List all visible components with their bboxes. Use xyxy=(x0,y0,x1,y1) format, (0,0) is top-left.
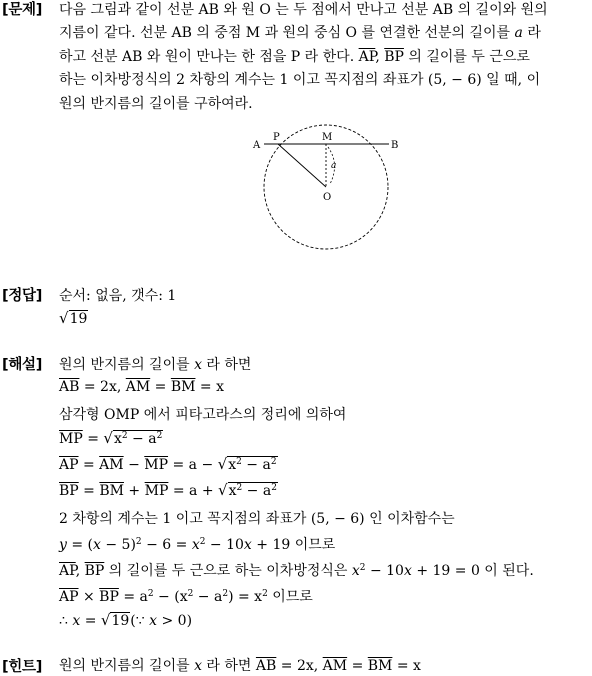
problem-label: [문제] xyxy=(2,2,43,18)
hint-label: [힌트] xyxy=(2,659,43,675)
label-alpha: a xyxy=(331,161,337,171)
answer-line-1: 순서: 없음, 갯수: 1 xyxy=(59,288,177,304)
problem-line-2: 지름이 같다. 선분 AB 의 중점 M 과 원의 중심 O 를 연결한 선분의 길이를 a 라 xyxy=(59,25,541,41)
label-o: O xyxy=(323,192,332,203)
solution-line-9: $\overline{AP}$, $\overline{BP}$ 의 길이를 두 근으로 하는 이차방정식은 $x^2 - 10x + 19 = 0$ 이 된다. xyxy=(59,563,534,579)
problem-line-4: 하는 이차방정식의 2 차항의 계수는 1 이고 꼭지점의 좌표가 (5, − 6) 일 때, 이 xyxy=(59,72,541,88)
label-b: B xyxy=(391,140,399,151)
circle-figure xyxy=(248,124,408,252)
segment-po xyxy=(278,144,326,187)
problem-line-1: 다음 그림과 같이 선분 AB 와 원 O 는 두 점에서 만나고 선분 AB 의 길이와 원의 xyxy=(59,2,548,18)
solution-line-2: $\overline{AB} = 2x$, $\overline{AM} = \overline{BM} = x$ xyxy=(59,379,224,395)
problem-line-3: 하고 선분 AB 와 원이 만나는 한 점을 P 라 한다. $\overline{AP}$, $\overline{BP}$ 의 길이를 두 근으로 xyxy=(59,49,530,65)
sqrt-19: √19 xyxy=(59,309,88,327)
answer-line-2 xyxy=(59,309,88,327)
solution-line-1: 원의 반지름의 길이를 x 라 하면 xyxy=(59,357,252,373)
solution-line-5: $\overline{AP} = \overline{AM} - \overline{MP} = a - √x^2 - a^2$ xyxy=(59,455,277,473)
solution-line-3: 삼각형 OMP 에서 피타고라스의 정리에 의하여 xyxy=(59,407,347,423)
problem-line-5: 원의 반지름의 길이를 구하여라. xyxy=(59,96,253,112)
solution-line-4: $\overline{MP} = √x^2 - a^2$ xyxy=(59,429,163,447)
label-a: A xyxy=(253,140,261,151)
solution-line-6: $\overline{BP} = \overline{BM} + \overline{MP} = a + √x^2 - a^2$ xyxy=(59,481,277,499)
label-m: M xyxy=(322,132,333,143)
answer-label: [정답] xyxy=(2,288,43,304)
solution-line-10: $\overline{AP} \times \overline{BP} = a^2 - (x^2 - a^2) = x^2$ 이므로 xyxy=(59,589,313,605)
label-p: P xyxy=(273,132,280,143)
solution-label: [해설] xyxy=(2,357,43,373)
solution-line-8: $y = (x - 5)^2 - 6 = x^2 - 10x + 19$ 이므로 xyxy=(59,537,336,553)
solution-line-7: 2 차항의 계수는 1 이고 꼭지점의 좌표가 (5, − 6) 인 이차함수는 xyxy=(59,511,455,527)
hint-line: 원의 반지름의 길이를 x 라 하면 $\overline{AB} = 2x$, $\overline{AM} = \overline{BM} = x$ xyxy=(59,658,421,674)
solution-line-11: ∴ x = √19(∵ x > 0) xyxy=(59,611,193,629)
